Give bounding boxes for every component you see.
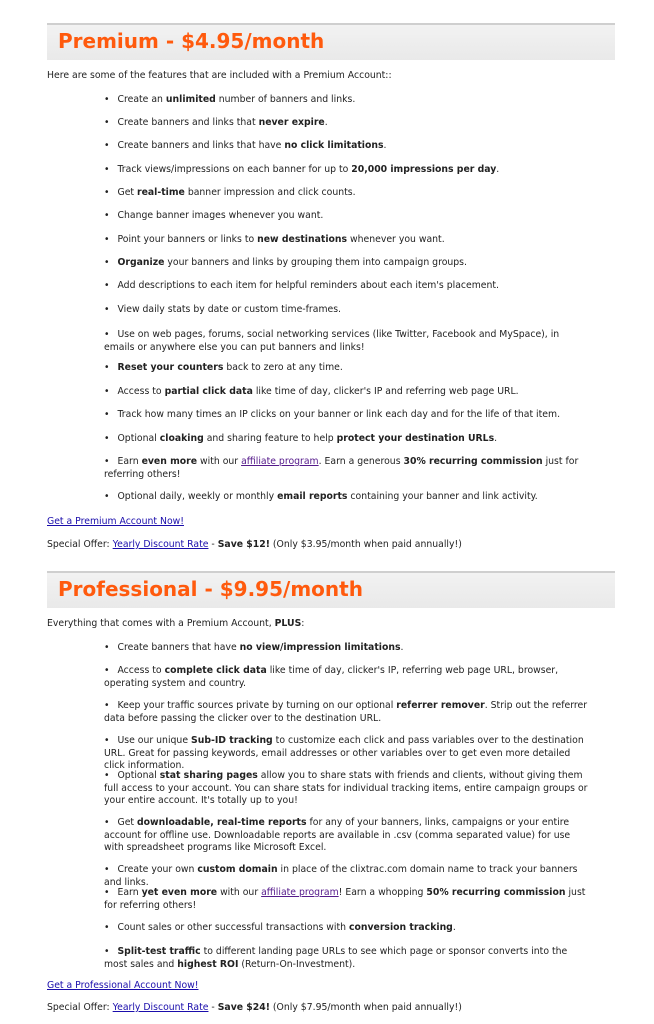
- feature-item: [104, 304, 592, 317]
- feature-item: [104, 665, 592, 690]
- text: -: [208, 539, 218, 550]
- bullet-icon: •: [104, 922, 110, 933]
- text: Count sales or other successful transactions with: [117, 922, 349, 933]
- bullet-icon: •: [104, 257, 110, 268]
- feature-item: [104, 280, 592, 293]
- text: number of banners and links.: [215, 94, 356, 105]
- bold-text: Save $12!: [217, 539, 270, 550]
- bold-text: yet even more: [141, 887, 218, 898]
- feature-item: [104, 770, 592, 808]
- text: View daily stats by date or custom time-frames.: [117, 304, 342, 315]
- bullet-icon: •: [104, 280, 110, 291]
- feature-item: [104, 187, 592, 200]
- text: containing your banner and link activity.: [347, 491, 538, 502]
- bullet-icon: •: [104, 864, 110, 875]
- text: whenever you want.: [347, 234, 445, 245]
- text: Use on web pages, forums, social networking services (like Twitter, Facebook and MySpace), in emails or anywhere else you can put banners and links!: [104, 329, 560, 353]
- text: Access to: [117, 386, 165, 397]
- bold-text: 30% recurring commission: [403, 456, 543, 467]
- text: Special Offer:: [47, 1002, 113, 1013]
- text: Track how many times an IP clicks on your banner or link each day and for the life of that item.: [117, 409, 561, 420]
- bullet-icon: •: [104, 770, 110, 781]
- text: Optional: [117, 770, 160, 781]
- bold-text: highest ROI: [177, 958, 239, 970]
- premium-cta-link[interactable]: Get a Premium Account Now!: [47, 516, 184, 527]
- text: .: [400, 642, 404, 653]
- premium-intro: Here are some of the features that are included with a Premium Account::: [47, 70, 392, 81]
- bold-text: referrer remover: [396, 700, 485, 711]
- bold-text: complete click data: [164, 665, 267, 676]
- text: . Earn a generous: [318, 456, 404, 467]
- feature-item: [104, 433, 592, 446]
- text: (Return-On-Investment).: [238, 958, 356, 970]
- text: Point your banners or links to: [117, 234, 258, 245]
- text: just for referring others!: [104, 887, 586, 911]
- bullet-icon: •: [104, 304, 110, 315]
- feature-item: [104, 386, 592, 399]
- bold-text: stat sharing pages: [159, 770, 258, 781]
- text: Keep your traffic sources private by turning on our optional: [117, 700, 397, 711]
- bullet-icon: •: [104, 409, 110, 420]
- bullet-icon: •: [104, 665, 110, 676]
- bold-text: even more: [141, 456, 198, 467]
- feature-item: [104, 887, 592, 912]
- text: ! Earn a whopping: [338, 887, 427, 898]
- bullet-icon: •: [104, 234, 110, 245]
- feature-item: [104, 735, 592, 773]
- bold-text: no click limitations: [284, 140, 384, 151]
- text: and sharing feature to help: [203, 433, 337, 444]
- text: for any of your banners, links, campaigns or your entire account for offline use. Downloadable reports are available in .csv (comma separated value) for use with spreadsheet programs like Microsoft Excel.: [104, 817, 571, 853]
- text: Track views/impressions on each banner for up to: [117, 164, 352, 175]
- bold-text: conversion tracking: [348, 922, 453, 933]
- text: your banners and links by grouping them into campaign groups.: [164, 257, 467, 268]
- text: Change banner images whenever you want.: [117, 210, 324, 221]
- text: .: [383, 140, 387, 151]
- feature-item: [104, 257, 592, 270]
- feature-item: [104, 700, 592, 725]
- feature-item: [104, 409, 592, 422]
- premium-title: Premium - $4.95/month: [58, 29, 325, 53]
- feature-item: [104, 234, 592, 247]
- bold-text: unlimited: [165, 94, 216, 105]
- text: Create your own: [117, 864, 198, 875]
- bullet-icon: •: [104, 210, 110, 221]
- professional-special-offer: [47, 1002, 462, 1013]
- feature-item: [104, 642, 592, 655]
- text: to different landing page URLs to see which page or sponsor converts into the most sales and: [104, 946, 568, 970]
- text: with our: [197, 456, 242, 467]
- bullet-icon: •: [104, 700, 110, 711]
- text: in place of the clixtrac.com domain name to track your banners and links.: [104, 864, 578, 888]
- feature-item: [104, 210, 592, 223]
- text: .: [496, 164, 500, 175]
- professional-header: [47, 571, 615, 608]
- feature-item: [104, 117, 592, 130]
- bold-text: PLUS: [274, 618, 302, 629]
- bold-text: cloaking: [159, 433, 204, 444]
- text: Everything that comes with a Premium Account,: [47, 618, 275, 629]
- bullet-icon: •: [104, 456, 110, 467]
- feature-item: [104, 817, 592, 855]
- text: Earn: [117, 887, 142, 898]
- bullet-icon: •: [104, 433, 110, 444]
- text: Create banners and links that have: [117, 140, 285, 151]
- bullet-icon: •: [104, 386, 110, 397]
- text: Use our unique: [117, 735, 192, 746]
- bold-text: never expire: [258, 117, 325, 128]
- bullet-icon: •: [104, 735, 110, 746]
- bullet-icon: •: [104, 117, 110, 128]
- premium-special-offer: [47, 539, 462, 550]
- bullet-icon: •: [104, 187, 110, 198]
- bold-text: email reports: [277, 491, 348, 502]
- text: Create banners that have: [117, 642, 240, 653]
- feature-item: [104, 456, 592, 481]
- text: back to zero at any time.: [223, 362, 343, 373]
- feature-item: [104, 140, 592, 153]
- feature-item: [104, 946, 592, 971]
- text: just for referring others!: [104, 456, 579, 480]
- bold-text: Save $24!: [217, 1002, 270, 1013]
- feature-item: [104, 329, 592, 354]
- bullet-icon: •: [104, 642, 110, 653]
- feature-item: [104, 864, 592, 889]
- bold-text: Sub-ID tracking: [191, 735, 273, 746]
- bold-text: no view/impression limitations: [239, 642, 401, 653]
- professional-title: Professional - $9.95/month: [58, 577, 363, 601]
- text: Special Offer:: [47, 539, 113, 550]
- bold-text: downloadable, real-time reports: [137, 817, 307, 828]
- feature-item: [104, 362, 592, 375]
- professional-intro: [47, 618, 627, 629]
- bullet-icon: •: [104, 94, 110, 105]
- feature-item: [104, 94, 592, 107]
- text: Create banners and links that: [117, 117, 259, 128]
- text: Create an: [117, 94, 166, 105]
- bullet-icon: •: [104, 140, 110, 151]
- professional-cta-link[interactable]: Get a Professional Account Now!: [47, 980, 199, 991]
- bold-text: custom domain: [197, 864, 278, 875]
- bullet-icon: •: [104, 946, 110, 957]
- text: Earn: [117, 456, 142, 467]
- text: like time of day, clicker's IP, referring web page URL, browser, operating system and country.: [104, 665, 559, 689]
- text: :: [301, 618, 305, 629]
- bold-text: new destinations: [257, 234, 348, 245]
- text: . Strip out the referrer data before passing the clicker over to the destination URL.: [104, 700, 588, 724]
- feature-item: [104, 491, 592, 504]
- text: .: [324, 117, 328, 128]
- bold-text: Split-test traffic: [117, 946, 201, 957]
- bold-text: 50% recurring commission: [426, 887, 566, 898]
- feature-item: [104, 922, 592, 935]
- text: .: [452, 922, 456, 933]
- text: (Only $7.95/month when paid annually!): [269, 1002, 462, 1013]
- text: with our: [217, 887, 262, 898]
- premium-header: [47, 23, 615, 60]
- yearly-discount-rate-link[interactable]: Yearly Discount Rate: [112, 539, 209, 550]
- affiliate-program-link[interactable]: affiliate program: [261, 887, 339, 898]
- text: Optional daily, weekly or monthly: [117, 491, 278, 502]
- bullet-icon: •: [104, 164, 110, 175]
- bullet-icon: •: [104, 817, 110, 828]
- bullet-icon: •: [104, 362, 110, 373]
- affiliate-program-link[interactable]: affiliate program: [241, 456, 319, 467]
- bold-text: protect your destination URLs: [336, 433, 495, 444]
- bullet-icon: •: [104, 491, 110, 502]
- bullet-icon: •: [104, 887, 110, 898]
- text: Get: [117, 187, 138, 198]
- bold-text: Reset your counters: [117, 362, 224, 373]
- bold-text: real-time: [137, 187, 185, 198]
- yearly-discount-rate-link[interactable]: Yearly Discount Rate: [112, 1002, 209, 1013]
- text: banner impression and click counts.: [184, 187, 356, 198]
- text: Add descriptions to each item for helpful reminders about each item's placement.: [117, 280, 499, 291]
- bold-text: partial click data: [164, 386, 253, 397]
- text: (Only $3.95/month when paid annually!): [269, 539, 462, 550]
- text: .: [494, 433, 498, 444]
- text: allow you to share stats with friends and clients, without giving them full access to your account. You can share stats for individual tracking items, entire campaign groups or your entire account. It's totally up to you!: [104, 770, 588, 806]
- text: Get: [117, 817, 138, 828]
- bold-text: 20,000 impressions per day: [351, 164, 497, 175]
- text: -: [208, 1002, 218, 1013]
- text: to customize each click and pass variables over to the destination URL. Great for passing keywords, email addresses or other variables over to get even more detailed click information.: [104, 735, 584, 771]
- text: like time of day, clicker's IP and referring web page URL.: [252, 386, 519, 397]
- bold-text: Organize: [117, 257, 165, 268]
- text: Optional: [117, 433, 160, 444]
- feature-item: [104, 164, 592, 177]
- text: Access to: [117, 665, 165, 676]
- bullet-icon: •: [104, 329, 110, 340]
